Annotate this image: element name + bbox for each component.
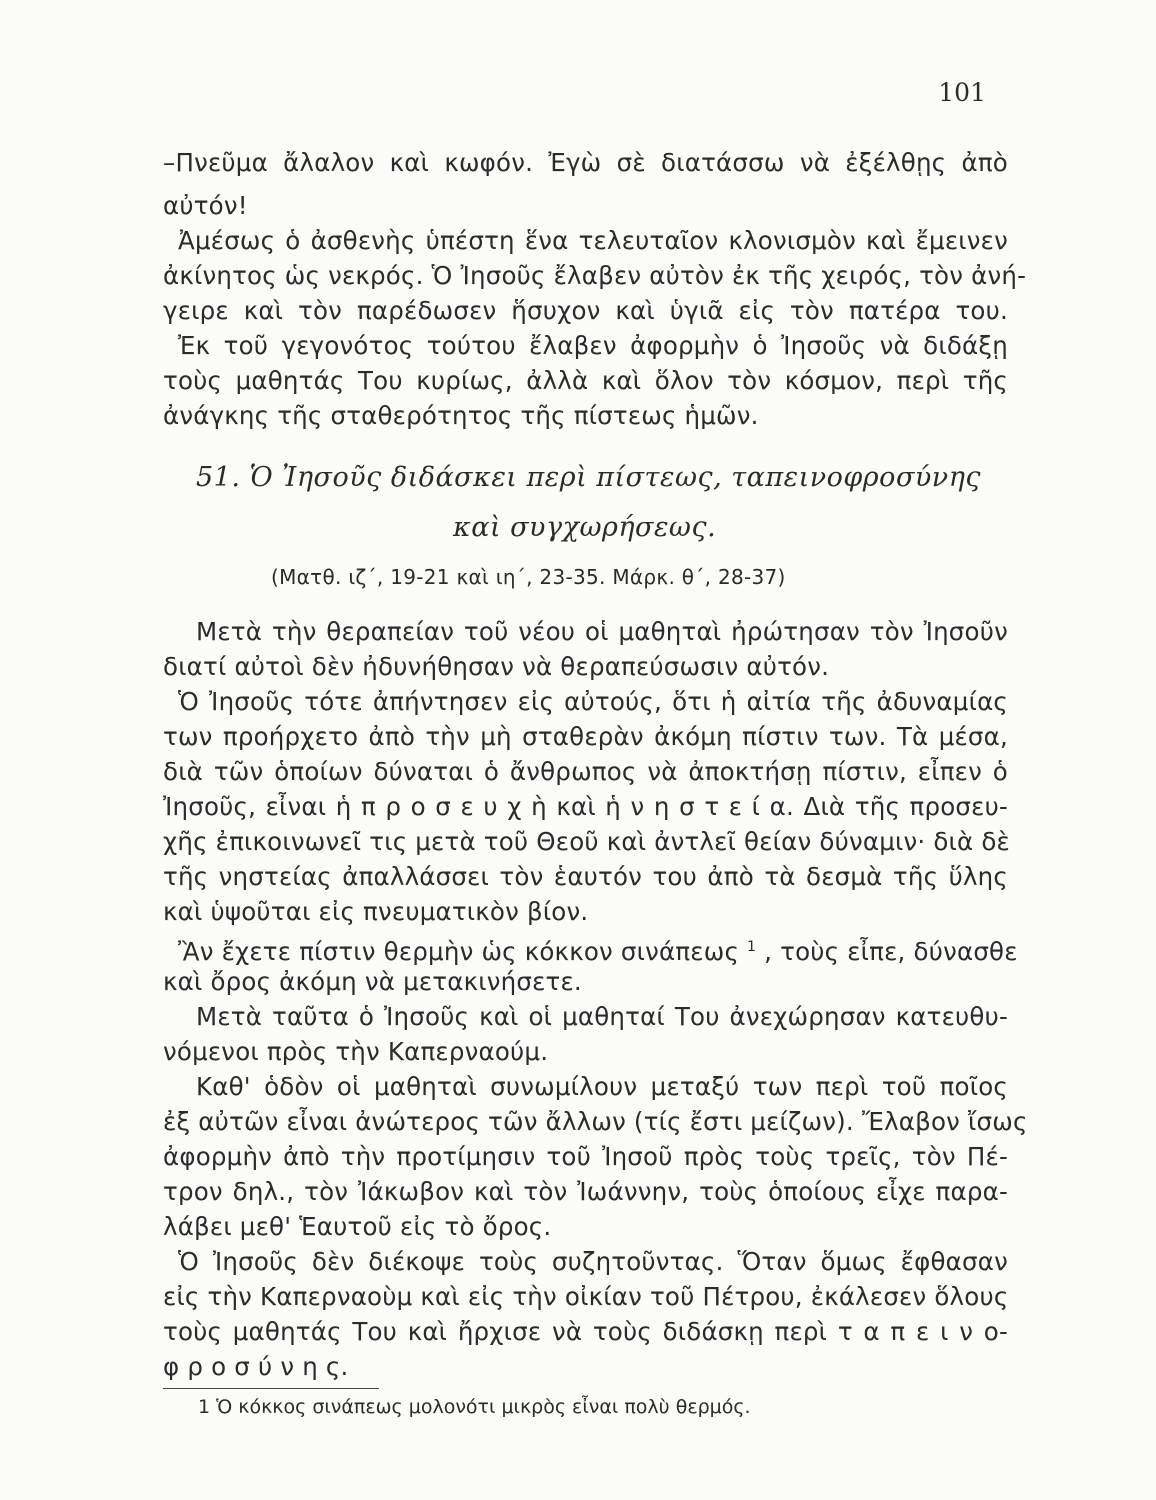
text-line: χῆς ἐπικοινωνεῖ τις μετὰ τοῦ Θεοῦ καὶ ἀντλεῖ θείαν δύναμιν· διὰ δὲ: [163, 827, 1010, 856]
text-line-segment: Ἂν ἔχετε πίστιν θερμὴν ὡς κόκκον σινάπεως: [178, 937, 740, 966]
text-line: τοὺς μαθητάς Του καὶ ἤρχισε νὰ τοὺς διδάσκῃ περὶ τ α π ε ι ν ο-: [163, 1317, 1008, 1346]
text-line: Ἀμέσως ὁ ἀσθενὴς ὑπέστη ἕνα τελευταῖον κλονισμὸν καὶ ἔμεινεν: [178, 226, 1008, 255]
text-line: αὐτόν!: [163, 191, 248, 220]
section-heading: 51. Ὁ Ἰησοῦς διδάσκει περὶ πίστεως, ταπεινοφροσύνης: [196, 462, 981, 493]
text-line: ἀκίνητος ὡς νεκρός. Ὁ Ἰησοῦς ἔλαβεν αὐτὸν ἐκ τῆς χειρός, τὸν ἀνή-: [163, 261, 1027, 290]
text-line: καὶ ὑψοῦται εἰς πνευματικὸν βίον.: [163, 897, 589, 926]
footnote: 1 Ὁ κόκκος σινάπεως μολονότι μικρὸς εἶναι πολὺ θερμός.: [198, 1396, 751, 1418]
text-line: των προήρχετο ἀπὸ τὴν μὴ σταθερὰν ἀκόμη πίστιν των. Τὰ μέσα,: [163, 722, 1008, 751]
text-line: γειρε καὶ τὸν παρέδωσεν ἥσυχον καὶ ὑγιᾶ εἰς τὸν πατέρα του.: [163, 296, 1008, 325]
text-line: ἐξ αὐτῶν εἶναι ἀνώτερος τῶν ἄλλων (τίς ἔστι μείζων). Ἔλαβον ἴσως: [163, 1107, 1028, 1136]
text-line: Μετὰ ταῦτα ὁ Ἰησοῦς καὶ οἱ μαθηταί Του ἀνεχώρησαν κατευθυ-: [196, 1002, 1008, 1031]
text-line: Μετὰ τὴν θεραπείαν τοῦ νέου οἱ μαθηταὶ ἠρώτησαν τὸν Ἰησοῦν: [196, 617, 1008, 646]
text-line: τρον δηλ., τὸν Ἰάκωβον καὶ τὸν Ἰωάννην, τοὺς ὁποίους εἶχε παρα-: [163, 1177, 1008, 1206]
text-line: εἰς τὴν Καπερναοὺμ καὶ εἰς τὴν οἰκίαν τοῦ Πέτρου, ἐκάλεσεν ὅλους: [163, 1282, 1009, 1311]
text-line: Ὁ Ἰησοῦς δὲν διέκοψε τοὺς συζητοῦντας. Ὅταν ὅμως ἔφθασαν: [178, 1247, 1008, 1276]
text-line: λάβει μεθ' Ἑαυτοῦ εἰς τὸ ὄρος.: [163, 1212, 552, 1241]
text-line: καὶ ὄρος ἀκόμη νὰ μετακινήσετε.: [163, 967, 582, 996]
footnote-divider: [163, 1388, 379, 1389]
text-line: ἀνάγκης τῆς σταθερότητος τῆς πίστεως ἡμῶν.: [163, 401, 759, 430]
page-number: 101: [938, 78, 986, 107]
text-line: φ ρ ο σ ύ ν η ς.: [163, 1352, 349, 1381]
text-line: διὰ τῶν ὁποίων δύναται ὁ ἄνθρωπος νὰ ἀποκτήσῃ πίστιν, εἶπεν ὁ: [163, 757, 1008, 786]
text-line: –Πνεῦμα ἄλαλον καὶ κωφόν. Ἐγὼ σὲ διατάσσω νὰ ἐξέλθῃς ἀπὸ: [163, 148, 1008, 177]
scripture-reference: (Ματθ. ιζ΄, 19-21 καὶ ιη΄, 23-35. Μάρκ. θ΄, 28-37): [271, 565, 786, 589]
text-line: διατί αὐτοὶ δὲν ἠδυνήθησαν νὰ θεραπεύσωσιν αὐτόν.: [163, 652, 830, 681]
section-heading-continued: καὶ συγχωρήσεως.: [453, 512, 717, 543]
text-line: νόμενοι πρὸς τὴν Καπερναούμ.: [163, 1037, 549, 1066]
text-line: τῆς νηστείας ἀπαλλάσσει τὸν ἑαυτόν του ἀπὸ τὰ δεσμὰ τῆς ὕλης: [163, 862, 1008, 891]
footnote-marker: 1: [747, 939, 757, 955]
text-line: Ἐκ τοῦ γεγονότος τούτου ἔλαβεν ἀφορμὴν ὁ Ἰησοῦς νὰ διδάξῃ: [178, 331, 1008, 360]
text-line: Καθ' ὁδὸν οἱ μαθηταὶ συνωμίλουν μεταξύ των περὶ τοῦ ποῖος: [196, 1072, 1008, 1101]
text-line: Ὁ Ἰησοῦς τότε ἀπήντησεν εἰς αὐτούς, ὅτι ἡ αἰτία τῆς ἀδυναμίας: [178, 687, 1008, 716]
text-line: [178, 930, 1018, 969]
text-line: Ἰησοῦς, εἶναι ἡ π ρ ο σ ε υ χ ὴ καὶ ἡ ν η σ τ ε ί α. Διὰ τῆς προσευ-: [163, 792, 1008, 821]
text-line: ἀφορμὴν ἀπὸ τὴν προτίμησιν τοῦ Ἰησοῦ πρὸς τοὺς τρεῖς, τὸν Πέ-: [163, 1142, 1008, 1171]
text-line-segment: , τοὺς εἶπε, δύνασθε: [764, 937, 1018, 966]
text-line: τοὺς μαθητάς Του κυρίως, ἀλλὰ καὶ ὅλον τὸν κόσμον, περὶ τῆς: [163, 366, 1008, 395]
